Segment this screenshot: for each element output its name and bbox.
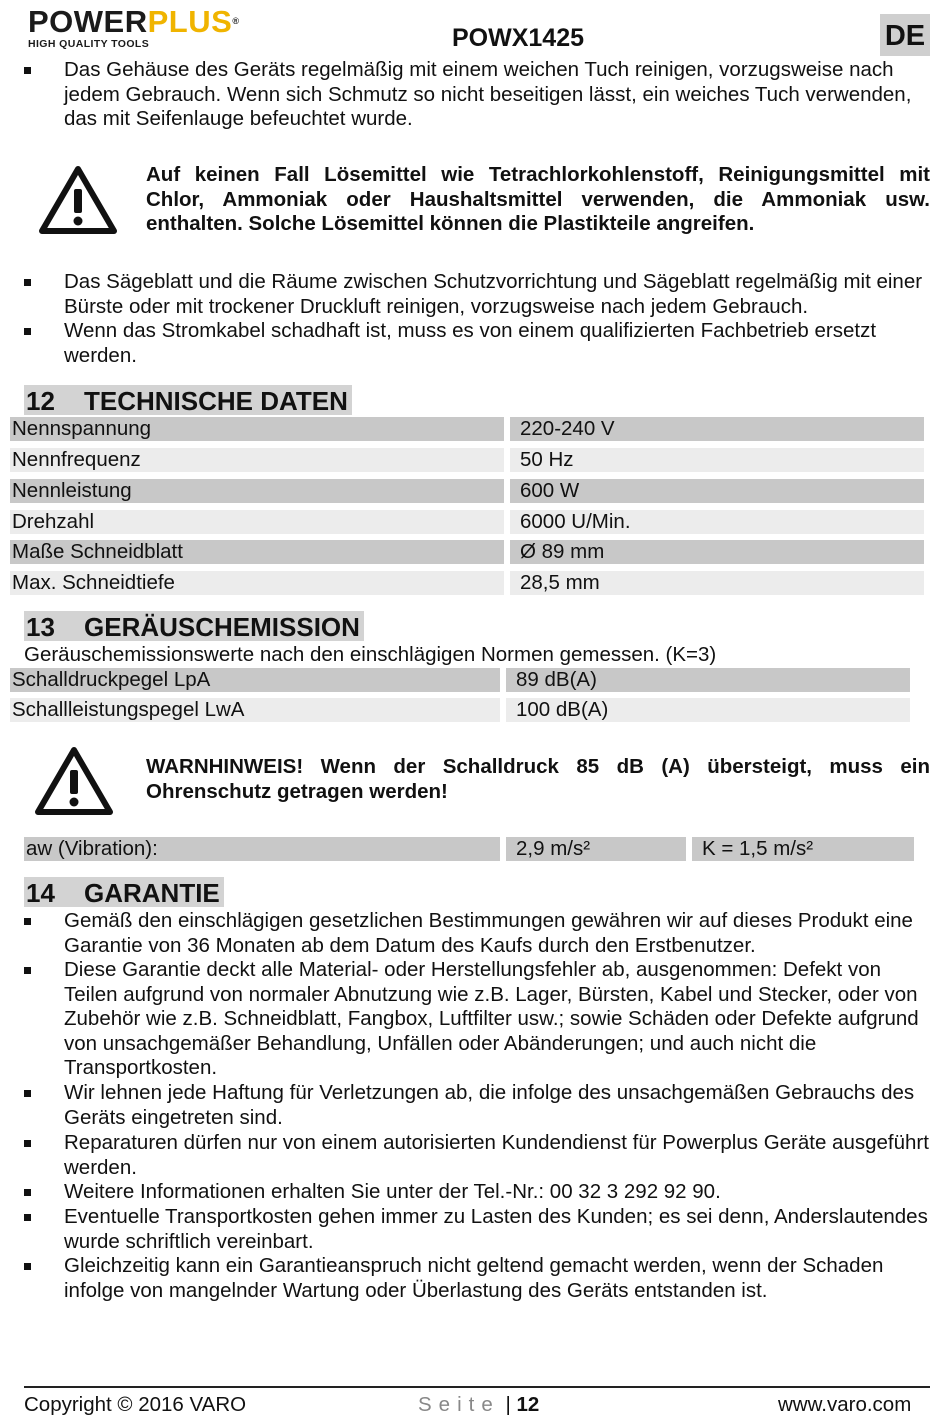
warranty-bullet: Eventuelle Transportkosten gehen immer zu Lasten des Kunden; es sei denn, Anderslautendes wurde schriftlich vereinbart. — [64, 1205, 928, 1253]
bullet-icon — [24, 328, 31, 335]
spec-label: Nennfrequenz — [10, 448, 504, 472]
bullet-icon — [24, 279, 31, 286]
spec-label: Drehzahl — [10, 510, 504, 534]
logo-word-power: POWER — [28, 4, 148, 39]
powerplus-logo — [28, 6, 288, 50]
section-14-heading — [24, 877, 224, 907]
spec-value: 6000 U/Min. — [510, 510, 924, 534]
noise-value: 100 dB(A) — [506, 698, 910, 722]
spec-label: Maße Schneidblatt — [10, 540, 504, 564]
maintenance-bullet-1: Das Sägeblatt und die Räume zwischen Schutzvorrichtung und Sägeblatt regelmäßig mit einer Bürste oder mit trockener Druckluft reinigen, vorzugsweise nach jedem Gebrauch. — [64, 270, 923, 318]
section-number: 12 — [26, 386, 55, 416]
spec-value: Ø 89 mm — [510, 540, 924, 564]
spec-value: 28,5 mm — [510, 571, 924, 595]
registered-mark-icon: ® — [232, 16, 240, 26]
bullet-icon — [24, 1214, 31, 1221]
vibration-value: 2,9 m/s² — [506, 837, 686, 861]
solvent-warning-text: Auf keinen Fall Lösemittel wie Tetrachlorkohlenstoff, Reinigungsmittel mit Chlor, Ammoniak oder Haushaltsmittel verwenden, die Ammoniak usw. enthalten. Solche Lösemittel können die Plastikteile angreifen. — [146, 163, 930, 236]
spec-label: Nennspannung — [10, 417, 504, 441]
footer-page-number — [418, 1393, 539, 1417]
hearing-protection-warning: WARNHINWEIS! Wenn der Schalldruck 85 dB (A) übersteigt, muss ein Ohrenschutz getragen werden! — [146, 755, 930, 803]
bullet-icon — [24, 918, 31, 925]
footer-divider — [24, 1386, 930, 1388]
section-number: 13 — [26, 612, 55, 642]
spec-label: Nennleistung — [10, 479, 504, 503]
section-title: GERÄUSCHEMISSION — [84, 612, 360, 642]
spec-value: 220-240 V — [510, 417, 924, 441]
language-badge: DE — [880, 14, 930, 56]
noise-label: Schalldruckpegel LpA — [10, 668, 500, 692]
bullet-icon — [24, 1090, 31, 1097]
warranty-bullet: Diese Garantie deckt alle Material- oder Herstellungsfehler ab, ausgenommen: Defekt von Teilen aufgrund von normaler Abnutzung wie z.B. Lager, Bürsten, Kabel und Stecker, oder von Zubehör wie z.B. Schneidblatt, Fangbox, Luftfilter usw.; sowie Schäden oder Defekte aufgrund von unsachgemäßer Behandlung, Unfällen oder Abänderungen; und auch nicht die Transportkosten. — [64, 958, 919, 1080]
warranty-bullet: Gleichzeitig kann ein Garantieanspruch nicht geltend gemacht werden, wenn der Schaden infolge von mangelnder Wartung oder Überlastung des Geräts entstanden ist. — [64, 1254, 884, 1302]
warranty-bullet: Gemäß den einschlägigen gesetzlichen Bestimmungen gewähren wir auf dieses Produkt eine Garantie von 36 Monaten ab dem Datum des Kaufs durch den Erstbenutzer. — [64, 909, 913, 957]
model-number: POWX1425 — [452, 24, 585, 52]
bullet-icon — [24, 1189, 31, 1196]
warranty-bullet: Weitere Informationen erhalten Sie unter der Tel.-Nr.: 00 32 3 292 92 90. — [64, 1180, 721, 1203]
bullet-icon — [24, 1263, 31, 1270]
footer-copyright: Copyright © 2016 VARO — [24, 1393, 247, 1416]
noise-intro: Geräuschemissionswerte nach den einschlägigen Normen gemessen. (K=3) — [24, 643, 717, 666]
bullet-icon — [24, 967, 31, 974]
footer-url: www.varo.com — [778, 1393, 912, 1416]
noise-value: 89 dB(A) — [506, 668, 910, 692]
vibration-uncertainty: K = 1,5 m/s² — [692, 837, 914, 861]
page-label: Seite — [418, 1393, 500, 1416]
warranty-bullet: Reparaturen dürfen nur von einem autorisierten Kundendienst für Powerplus Geräte ausgeführt werden. — [64, 1131, 929, 1179]
page-separator: | — [505, 1393, 511, 1416]
warning-triangle-icon — [38, 165, 118, 235]
spec-value: 600 W — [510, 479, 924, 503]
section-13-heading — [24, 611, 364, 641]
logo-tagline: HIGH QUALITY TOOLS — [28, 38, 150, 50]
spec-label: Max. Schneidtiefe — [10, 571, 504, 595]
section-number: 14 — [26, 878, 55, 908]
logo-word-plus: PLUS — [147, 4, 233, 39]
section-title: TECHNISCHE DATEN — [84, 386, 348, 416]
vibration-label: aw (Vibration): — [24, 837, 500, 861]
warranty-bullet: Wir lehnen jede Haftung für Verletzungen ab, die infolge des unsachgemäßen Gebrauchs des Geräts eingetreten sind. — [64, 1081, 915, 1129]
bullet-icon — [24, 67, 31, 74]
maintenance-bullet-2: Wenn das Stromkabel schadhaft ist, muss es von einem qualifizierten Fachbetrieb ersetzt werden. — [64, 319, 877, 367]
spec-value: 50 Hz — [510, 448, 924, 472]
cleaning-instruction: Das Gehäuse des Geräts regelmäßig mit einem weichen Tuch reinigen, vorzugsweise nach jedem Gebrauch. Wenn sich Schmutz so nicht beseitigen lässt, ein weiches Tuch verwenden, das mit Seifenlauge befeuchtet wurde. — [64, 58, 912, 131]
section-12-heading — [24, 385, 352, 415]
bullet-icon — [24, 1140, 31, 1147]
section-title: GARANTIE — [84, 878, 220, 908]
page-number: 12 — [516, 1393, 540, 1416]
noise-label: Schallleistungspegel LwA — [10, 698, 500, 722]
warning-triangle-icon — [34, 746, 114, 816]
